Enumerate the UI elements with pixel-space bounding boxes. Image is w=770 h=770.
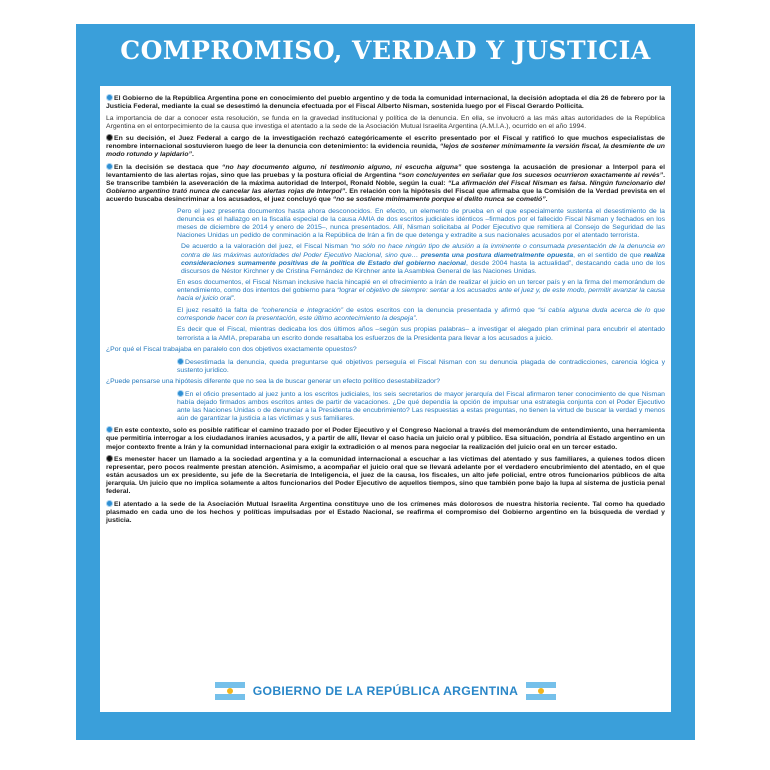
statement-body [106, 94, 665, 529]
argentina-flag-icon [526, 682, 556, 700]
paragraph-context: En este contexto, solo es posible ratificar el camino trazado por el Poder Ejecutivo y el Congreso Nacional a través del memorándum de entendimiento, una herramienta que permitiría interrogar a los ciudadanos iraníes acusados, y a partir de allí, llevar el caso hacia un juicio oral y público. Esa situación, pondría al Estado argentino en un mejor contexto frente a Irán y la comunidad internacional para exigir la extradición o al menos para negociar la realización del juicio oral en un tercer estado. [106, 427, 665, 451]
paragraph-importance: La importancia de dar a conocer esta resolución, se funda en la gravedad institucional y política de la denuncia. En ella, se involucró a las más altas autoridades de la República Argentina en el entorpecimiento de la causa que investiga el atentado a la sede de la Asociación Mutual Israelita Argentina (A.M.I.A.), ocurrido en el año 1994. [106, 114, 665, 130]
page-title: COMPROMISO, VERDAD Y JUSTICIA [120, 36, 651, 65]
content-panel [100, 86, 671, 712]
bullet-icon [106, 163, 113, 170]
paragraph-call: Es menester hacer un llamado a la sociedad argentina y a la comunidad internacional a escuchar a las víctimas del atentado y sus familiares, a quienes todos dicen representar, pero pocos realmente prestan atención. Asimismo, a acompañar el juicio oral que se llevará adelante por el verdadero encubrimiento del atentado, en el que están acusados un ex presidente, su jefe de la Secretaría de Inteligencia, el juez de la causa, los fiscales, un alto jefe policial, entre otros funcionarios públicos de alta jerarquía. Un juicio que no implica solamente a altos funcionarios del Poder Ejecutivo de aquellos tiempos, sino que también pone bajo la lupa al sistema de justicia penal federal. [106, 456, 665, 496]
paragraph-memorandum: En esos documentos, el Fiscal Nisman inclusive hacía hincapié en el ofrecimiento a Irán de realizar el juicio en un tercer país y en la firma del memorándum de entendimiento, como dos intentos del gobierno para “lograr el objetivo de siempre: sentar a los acusados ante el juez y, de este modo, permitir avanzar la causa hacia el juicio oral”. [177, 279, 665, 303]
question-hypothesis: ¿Puede pensarse una hipótesis diferente que no sea la de buscar generar un efecto político desestabilizador? [106, 378, 441, 386]
paragraph-decision: En su decisión, el Juez Federal a cargo de la investigación rechazó categóricamente el escrito presentado por el Fiscal y ratificó lo que muchos especialistas de renombre internacional sostuvieron luego de leer la denuncia con detenimiento: la evidencia reunida, “lejos de sostener mínimamente la versión fiscal, la desmiente de un modo rotundo y lapidario”. [106, 135, 665, 159]
paragraph-valuation: De acuerdo a la valoración del juez, el Fiscal Nisman “no sólo no hace ningún tipo de alusión a la inminente o consumada presentación de la denuncia en contra de las máximas autoridades del Poder Ejecutivo Nacional, sino que… presenta una postura diametralmente opuesta, en el sentido de que realiza consideraciones sumamente positivas de la política de Estado del gobierno nacional, desde 2004 hasta la actualidad”, destacando cada uno de los discursos de Néstor Kirchner y de Cristina Fernández de Kirchner ante la Asamblea General de las Naciones Unidas. [181, 243, 666, 275]
paragraph-criminal-plan: Es decir que el Fiscal, mientras dedicaba los dos últimos años –según sus propias palabras– a investigar el alegado plan criminal para encubrir el atentado terrorista a la AMIA, preparaba un escrito donde resaltaba los esfuerzos de la Presidenta para llevar a los acusados a juicio. [177, 326, 665, 342]
bullet-icon [106, 426, 113, 433]
paragraph-interpol: En la decisión se destaca que “no hay documento alguno, ni testimonio alguno, ni escucha alguna” que sostenga la acusación de presionar a Interpol para el levantamiento de las alertas rojas, sino que las pruebas y la postura oficial de Argentina “son concluyentes en señalar que los sucesos ocurrieron exactamente al revés”. Se transcribe también la aseveración de la máxima autoridad de Interpol, Ronald Noble, según la cual: “La afirmación del Fiscal Nisman es falsa. Ningún funcionario del Gobierno argentino trató nunca de cancelar las alertas rojas de Interpol”. En relación con la hipótesis del Fiscal que afirmaba que la Comisión de la Verdad prevista en el acuerdo buscaba desincriminar a los acusados, el juez concluyó que “no se sostiene mínimamente porque el delito nunca se cometió”. [106, 163, 666, 204]
paragraph-intro: El Gobierno de la República Argentina pone en conocimiento del pueblo argentino y de toda la comunidad internacional, la decisión adoptada el día 26 de febrero por la Justicia Federal, mediante la cual se desestimó la denuncia efectuada por el Fiscal Alberto Nisman, sostenida luego por el Fiscal Gerardo Pollicita. [106, 95, 665, 111]
footer [100, 680, 671, 702]
paragraph-secretaries: En el oficio presentado al juez junto a los escritos judiciales, los seis secretarios de mayor jerarquía del Fiscal afirmaron tener conocimiento de que Nisman había dejado firmados ambos escritos antes de partir de vacaciones. ¿De qué dependía la opción de impulsar una estrategia conjunta con el Poder Ejecutivo ante las Naciones Unidas o de denunciar a la Presidenta de encubrimiento? Las respuestas a estas preguntas, no tienen la virtud de buscar la verdad y menos aún de garantizar la justicia a las víctimas y sus familiares. [177, 390, 665, 422]
paragraph-documents: Pero el juez presenta documentos hasta ahora desconocidos. En efecto, un elemento de prueba en el que especialmente sustenta el desestimiento de la denuncia es el hallazgo en la fiscalía especial de la causa AMIA de dos escritos judiciales idénticos –firmados por el fallecido Fiscal Nisman y fechados en los meses de diciembre de 2014 y enero de 2015–, nunca presentados. Allí, Nisman solicitaba al Poder Ejecutivo que remitiera al Consejo de Seguridad de las Naciones Unidas un pedido de conminación a la República de Irán a fin de que detenga y extradite a sus nacionales acusados por el atentado terrorista. [177, 207, 665, 239]
bullet-icon [177, 390, 184, 397]
bullet-icon [106, 94, 113, 101]
paragraph-coherence: El juez resaltó la falta de “coherencia e integración” de estos escritos con la denuncia presentada y afirmó que “si cabía alguna duda acerca de lo que corresponde hacer con la presentación, este último acontecimiento la despeja”. [177, 306, 665, 322]
bullet-icon [177, 358, 184, 365]
bullet-icon [106, 455, 113, 462]
paragraph-closing: El atentado a la sede de la Asociación Mutual Israelita Argentina constituye uno de los crímenes más dolorosos de nuestra historia reciente. Tal como ha quedado plasmado en cada uno de los hechos y políticas impulsadas por el Estado Nacional, se reafirma el compromiso del Gobierno argentino en la búsqueda de verdad y justicia. [106, 500, 665, 525]
bullet-icon [106, 134, 113, 141]
page-frame [76, 24, 695, 740]
argentina-flag-icon [215, 682, 245, 700]
footer-government-name: GOBIERNO DE LA REPÚBLICA ARGENTINA [252, 684, 519, 698]
bullet-icon [106, 500, 113, 507]
question-parallel: ¿Por qué el Fiscal trabajaba en paralelo con dos objetivos exactamente opuestos? [106, 346, 357, 354]
paragraph-objectives: Desestimada la denuncia, queda preguntarse qué objetivos perseguía el Fiscal Nisman con su denuncia plagada de contradicciones, carencia lógica y sustento jurídico. [177, 358, 665, 374]
